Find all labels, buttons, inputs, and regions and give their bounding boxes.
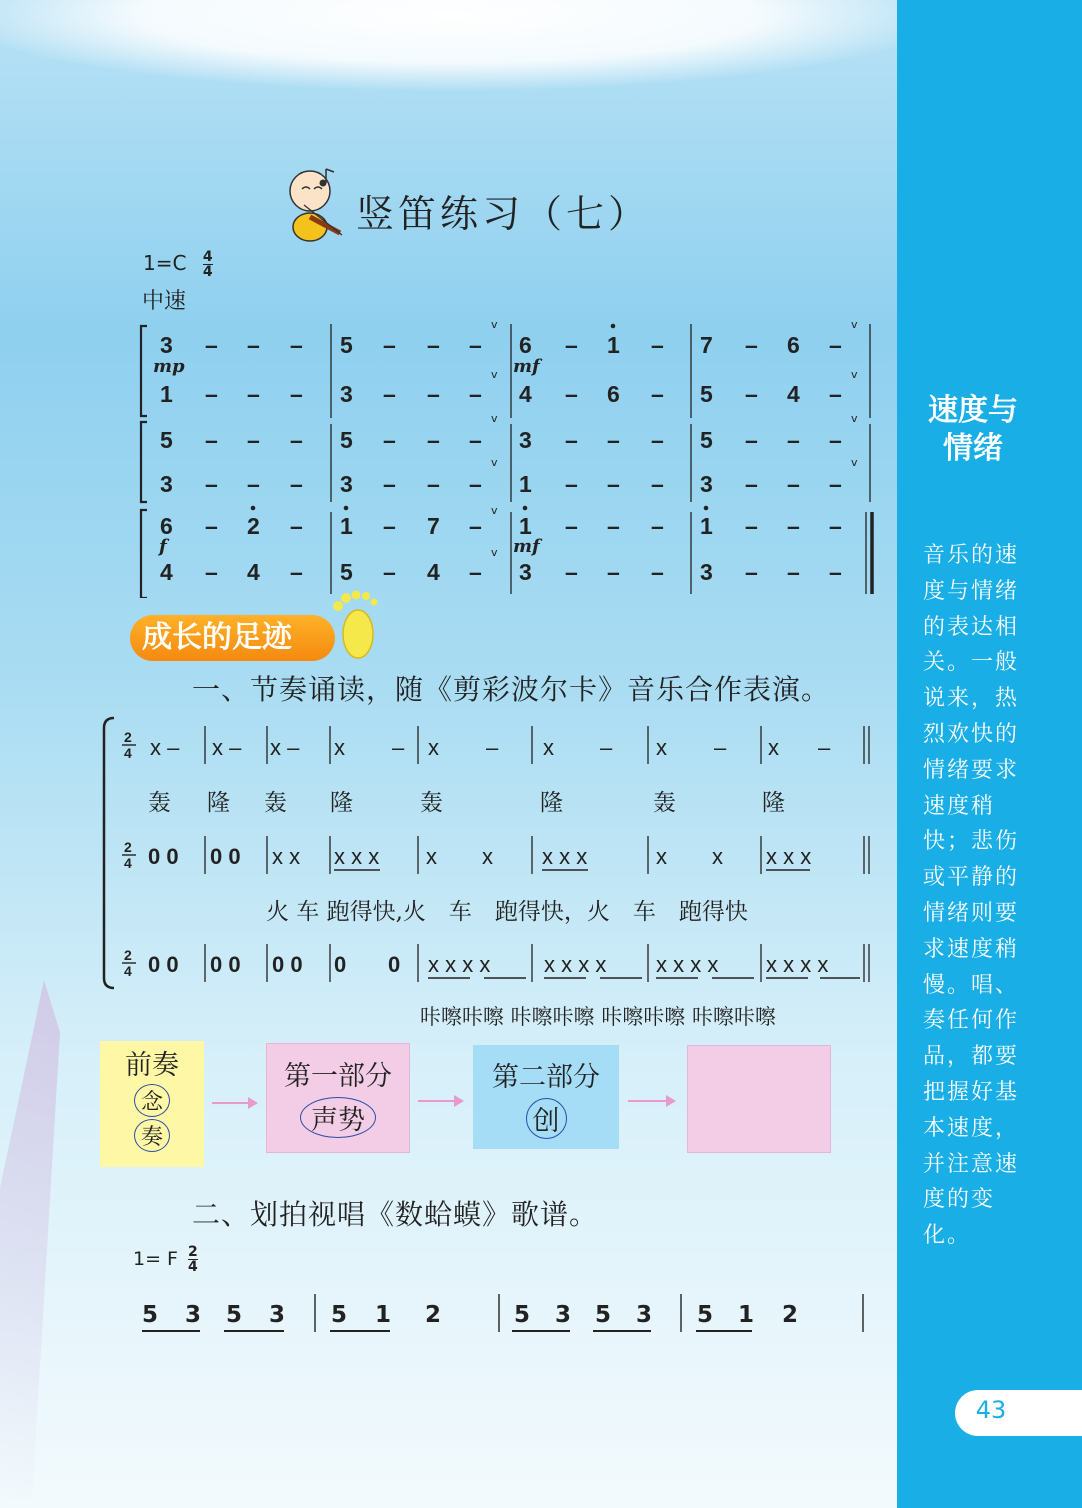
svg-text:x: x	[334, 735, 345, 760]
page-number-box	[955, 1390, 1082, 1436]
beam-line	[142, 1330, 200, 1332]
svg-text:–: –	[290, 427, 303, 453]
svg-text:v: v	[491, 546, 498, 559]
svg-text:4: 4	[124, 745, 132, 761]
svg-text:–: –	[205, 559, 218, 585]
note: 3	[636, 1302, 653, 1328]
time-bottom-2: 4	[188, 1259, 198, 1275]
svg-text:x x x: x x x	[334, 844, 380, 869]
svg-text:v: v	[491, 412, 498, 425]
svg-text:4: 4	[247, 559, 260, 585]
sidebar-title-line2: 情绪	[943, 431, 1003, 466]
task-1-heading: 一、节奏诵读，随《剪彩波尔卡》音乐合作表演。	[192, 673, 831, 706]
svg-text:x x: x x	[272, 844, 301, 869]
svg-text:v: v	[851, 368, 858, 381]
svg-text:–: –	[205, 513, 218, 539]
note: 3	[269, 1302, 286, 1328]
flow-box-blank	[687, 1045, 831, 1153]
svg-text:–: –	[247, 332, 260, 358]
flow-box-part1	[266, 1043, 410, 1153]
svg-text:x: x	[428, 735, 439, 760]
note: 5	[514, 1302, 531, 1328]
svg-text:–: –	[818, 735, 831, 760]
beam-line	[512, 1330, 570, 1332]
svg-text:3: 3	[519, 559, 532, 585]
flow-item-chuang: 创	[526, 1098, 567, 1139]
svg-text:–: –	[205, 471, 218, 497]
arrow-icon	[628, 1100, 674, 1102]
time-top: 4	[202, 249, 213, 265]
svg-text:v: v	[851, 412, 858, 425]
svg-text:–: –	[651, 513, 664, 539]
note: 2	[782, 1302, 799, 1328]
svg-text:–: –	[714, 735, 727, 760]
svg-text:–: –	[290, 332, 303, 358]
svg-text:x x x: x x x	[766, 844, 812, 869]
svg-text:–: –	[829, 332, 842, 358]
lyric-1-7: 轰	[653, 790, 676, 816]
key-signature-2	[133, 1245, 198, 1274]
svg-text:–: –	[247, 427, 260, 453]
flow-box-part1-title: 第一部分	[284, 1061, 392, 1092]
svg-text:x: x	[712, 844, 723, 869]
svg-text:3: 3	[700, 559, 713, 585]
violin-child-icon	[280, 165, 350, 243]
svg-text:mf: mf	[513, 536, 540, 557]
key-label-2: 1= F	[133, 1248, 178, 1270]
svg-text:x x x x: x x x x	[428, 952, 491, 977]
flow-box-part2-title: 第二部分	[492, 1062, 600, 1093]
svg-text:–: –	[651, 427, 664, 453]
svg-text:0: 0	[388, 952, 401, 977]
svg-text:–: –	[290, 513, 303, 539]
decoration-shape	[0, 980, 80, 1500]
lyric-1-5: 轰	[420, 790, 443, 816]
svg-text:–: –	[205, 332, 218, 358]
svg-text:–: –	[565, 427, 578, 453]
arrow-icon	[212, 1102, 256, 1104]
svg-text:–: –	[600, 735, 613, 760]
svg-text:–: –	[829, 513, 842, 539]
sidebar-title	[897, 392, 1049, 468]
svg-text:6: 6	[607, 381, 620, 407]
note: 5	[226, 1302, 243, 1328]
svg-text:–: –	[745, 332, 758, 358]
note: 1	[375, 1302, 392, 1328]
svg-text:3: 3	[340, 471, 353, 497]
svg-text:–: –	[247, 471, 260, 497]
svg-text:–: –	[829, 559, 842, 585]
recorder-score	[135, 318, 880, 598]
svg-text:–: –	[565, 471, 578, 497]
note: 3	[555, 1302, 572, 1328]
svg-text:x: x	[482, 844, 493, 869]
sidebar-text: 音乐的速度与情绪的表达相关。一般说来，热烈欢快的情绪要求速度稍快；悲伤或平静的情绪则要求速度稍慢。唱、奏任何作品，都要把握好基本速度，并注意速度的变化。	[923, 543, 1020, 1249]
note: 5	[331, 1302, 348, 1328]
task-2-heading: 二、划拍视唱《数蛤蟆》歌谱。	[192, 1198, 599, 1231]
svg-text:mf: mf	[513, 356, 540, 377]
svg-text:2: 2	[124, 729, 132, 745]
svg-text:x: x	[656, 735, 667, 760]
svg-text:–: –	[829, 427, 842, 453]
svg-text:–: –	[469, 513, 482, 539]
note: 3	[185, 1302, 202, 1328]
svg-text:–: –	[469, 559, 482, 585]
svg-text:mp: mp	[153, 356, 185, 377]
svg-text:–: –	[427, 471, 440, 497]
sidebar-title-line1: 速度与	[928, 393, 1018, 428]
svg-text:0: 0	[334, 952, 347, 977]
svg-text:0 0: 0 0	[210, 952, 241, 977]
section-badge: 成长的足迹	[130, 615, 335, 661]
page-number: 43	[975, 1396, 1007, 1424]
svg-text:4: 4	[124, 855, 132, 871]
svg-text:–: –	[787, 559, 800, 585]
svg-text:x: x	[656, 844, 667, 869]
svg-text:x x x x: x x x x	[766, 952, 829, 977]
svg-text:3: 3	[519, 427, 532, 453]
svg-text:–: –	[469, 381, 482, 407]
time-bottom: 4	[202, 264, 213, 280]
svg-text:–: –	[745, 471, 758, 497]
svg-text:–: –	[469, 427, 482, 453]
svg-text:x x x x: x x x x	[544, 952, 607, 977]
svg-text:4: 4	[124, 963, 132, 979]
svg-text:–: –	[383, 427, 396, 453]
svg-text:1: 1	[340, 513, 353, 539]
note: 2	[425, 1302, 442, 1328]
svg-text:0 0: 0 0	[148, 844, 179, 869]
svg-text:–: –	[787, 427, 800, 453]
svg-text:v: v	[491, 456, 498, 469]
beam-line	[593, 1330, 651, 1332]
svg-text:7: 7	[700, 332, 713, 358]
lyric-1-6: 隆	[540, 790, 563, 816]
svg-text:x x x: x x x	[542, 844, 588, 869]
svg-text:6: 6	[787, 332, 800, 358]
svg-text:v: v	[851, 318, 858, 331]
sidebar	[897, 0, 1082, 1508]
svg-text:–: –	[745, 559, 758, 585]
svg-text:1: 1	[519, 513, 532, 539]
svg-text:–: –	[651, 381, 664, 407]
note: 5	[697, 1302, 714, 1328]
note: 5	[595, 1302, 612, 1328]
svg-text:x –: x –	[150, 735, 180, 760]
svg-text:4: 4	[519, 381, 532, 407]
svg-text:v: v	[491, 318, 498, 331]
svg-text:–: –	[383, 559, 396, 585]
svg-text:0 0: 0 0	[148, 952, 179, 977]
svg-text:2: 2	[124, 947, 132, 963]
svg-text:4: 4	[160, 559, 173, 585]
svg-text:–: –	[607, 559, 620, 585]
svg-text:5: 5	[340, 332, 353, 358]
flow-box-intro	[100, 1041, 204, 1167]
svg-text:–: –	[565, 513, 578, 539]
svg-text:–: –	[607, 513, 620, 539]
flow-item-shengshi: 声势	[300, 1097, 376, 1138]
svg-text:–: –	[469, 332, 482, 358]
svg-text:1: 1	[607, 332, 620, 358]
svg-text:2: 2	[124, 839, 132, 855]
svg-text:0 0: 0 0	[272, 952, 303, 977]
svg-text:–: –	[651, 559, 664, 585]
svg-text:–: –	[290, 471, 303, 497]
svg-text:x x x x: x x x x	[656, 952, 719, 977]
lyric-line-3: 咔嚓咔嚓 咔嚓咔嚓 咔嚓咔嚓 咔嚓咔嚓	[420, 1005, 777, 1029]
flow-item-zou: 奏	[134, 1119, 170, 1152]
svg-text:–: –	[651, 332, 664, 358]
lyric-line-2: 火 车 跑得快,火 车 跑得快，火 车 跑得快	[266, 899, 748, 925]
svg-text:v: v	[491, 504, 498, 517]
arrow-icon	[418, 1100, 462, 1102]
beam-line	[224, 1330, 284, 1332]
page-title: 竖笛练习（七）	[356, 192, 651, 236]
svg-text:–: –	[787, 513, 800, 539]
svg-text:5: 5	[160, 427, 173, 453]
svg-text:5: 5	[700, 381, 713, 407]
time-signature-2	[188, 1245, 198, 1274]
svg-text:6: 6	[519, 332, 532, 358]
svg-text:f: f	[159, 536, 167, 557]
svg-text:–: –	[290, 381, 303, 407]
svg-text:–: –	[745, 381, 758, 407]
time-top-2: 2	[188, 1244, 198, 1260]
svg-text:–: –	[383, 513, 396, 539]
svg-text:1: 1	[160, 381, 173, 407]
footprint-icon	[330, 590, 378, 660]
svg-text:v: v	[851, 456, 858, 469]
svg-text:–: –	[565, 381, 578, 407]
svg-text:–: –	[607, 471, 620, 497]
svg-text:–: –	[787, 471, 800, 497]
flow-box-intro-title: 前奏	[125, 1050, 179, 1081]
svg-text:0 0: 0 0	[210, 844, 241, 869]
lyric-1-2: 隆	[207, 790, 230, 816]
svg-text:x –: x –	[270, 735, 300, 760]
svg-text:–: –	[383, 471, 396, 497]
svg-text:–: –	[290, 559, 303, 585]
lyric-1-3: 轰	[264, 790, 287, 816]
svg-text:5: 5	[700, 427, 713, 453]
rhythm-score	[100, 712, 880, 992]
svg-text:–: –	[829, 381, 842, 407]
lyric-1-4: 隆	[330, 790, 353, 816]
svg-text:5: 5	[340, 559, 353, 585]
lesson-title-block	[280, 165, 700, 245]
svg-text:3: 3	[160, 332, 173, 358]
svg-text:x: x	[543, 735, 554, 760]
svg-text:–: –	[745, 513, 758, 539]
svg-text:2: 2	[247, 513, 260, 539]
svg-text:–: –	[427, 332, 440, 358]
svg-text:–: –	[745, 427, 758, 453]
note: 1	[738, 1302, 755, 1328]
key-signature-1	[143, 250, 213, 279]
flow-box-part2	[473, 1045, 619, 1149]
svg-text:3: 3	[160, 471, 173, 497]
svg-text:–: –	[392, 735, 405, 760]
svg-text:–: –	[607, 427, 620, 453]
svg-text:–: –	[469, 471, 482, 497]
lyric-1-1: 轰	[148, 790, 171, 816]
svg-text:–: –	[427, 381, 440, 407]
svg-text:–: –	[383, 332, 396, 358]
svg-text:–: –	[829, 471, 842, 497]
svg-text:4: 4	[427, 559, 440, 585]
svg-text:–: –	[427, 427, 440, 453]
svg-text:1: 1	[519, 471, 532, 497]
cloud-decoration	[0, 0, 940, 90]
svg-text:–: –	[205, 427, 218, 453]
svg-text:5: 5	[340, 427, 353, 453]
svg-text:x –: x –	[212, 735, 242, 760]
svg-text:v: v	[491, 368, 498, 381]
svg-text:3: 3	[700, 471, 713, 497]
lyric-1-8: 隆	[762, 790, 785, 816]
svg-text:–: –	[651, 471, 664, 497]
svg-text:3: 3	[340, 381, 353, 407]
key-label: 1=C	[143, 251, 187, 275]
svg-text:x: x	[426, 844, 437, 869]
beam-line	[330, 1330, 390, 1332]
svg-text:–: –	[565, 332, 578, 358]
svg-text:6: 6	[160, 513, 173, 539]
svg-text:1: 1	[700, 513, 713, 539]
note: 5	[142, 1302, 159, 1328]
time-signature-1	[203, 250, 213, 279]
svg-text:–: –	[247, 381, 260, 407]
svg-text:–: –	[383, 381, 396, 407]
svg-text:–: –	[565, 559, 578, 585]
beam-line	[696, 1330, 752, 1332]
svg-text:4: 4	[787, 381, 800, 407]
tempo-label: 中速	[142, 289, 187, 314]
svg-text:–: –	[486, 735, 499, 760]
flow-item-nian: 念	[134, 1084, 170, 1117]
svg-text:x: x	[768, 735, 779, 760]
svg-text:–: –	[205, 381, 218, 407]
svg-text:7: 7	[427, 513, 440, 539]
